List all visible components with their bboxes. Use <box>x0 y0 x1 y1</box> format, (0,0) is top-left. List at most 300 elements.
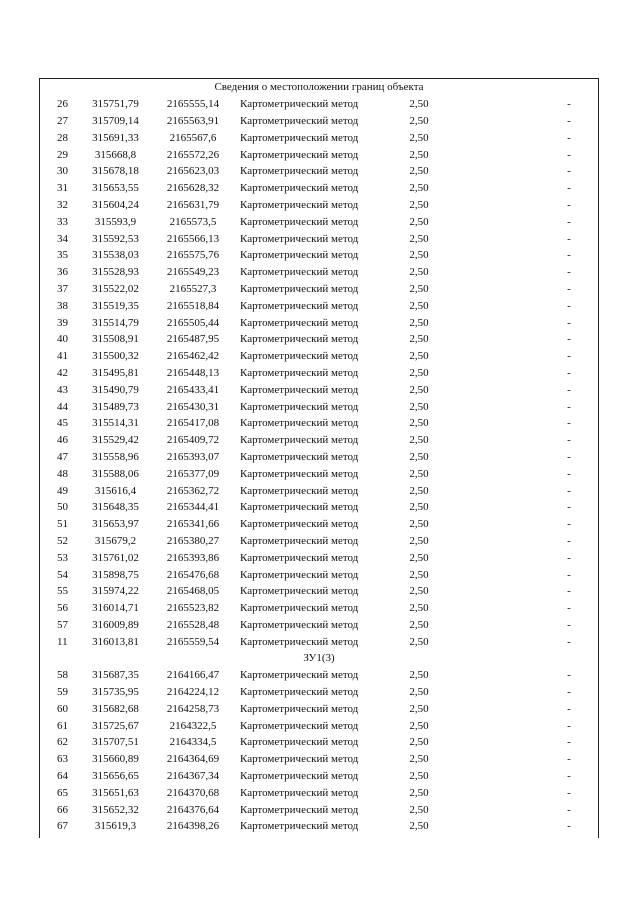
table-row <box>39 566 599 583</box>
coord-x-cell: 315648,35 <box>92 501 139 514</box>
description-cell: - <box>567 518 571 531</box>
table-row <box>39 516 599 533</box>
method-cell: Картометрический метод <box>240 753 359 766</box>
coord-y-cell: 2165563,91 <box>166 114 220 127</box>
precision-cell: 2,50 <box>409 803 429 816</box>
description-cell: - <box>567 400 571 413</box>
description-cell: - <box>567 450 571 463</box>
point-number-cell: 62 <box>57 736 68 749</box>
coord-y-cell: 2165555,14 <box>166 98 220 111</box>
coord-x-cell: 315660,89 <box>92 753 139 766</box>
table-row <box>39 113 599 130</box>
coord-x-cell: 315761,02 <box>92 551 139 564</box>
precision-cell: 2,50 <box>409 400 429 413</box>
coord-y-cell: 2165559,54 <box>166 635 220 648</box>
description-cell: - <box>567 551 571 564</box>
coord-x-cell: 315678,18 <box>92 165 139 178</box>
precision-cell: 2,50 <box>409 434 429 447</box>
precision-cell: 2,50 <box>409 333 429 346</box>
point-number-cell: 45 <box>57 417 68 430</box>
method-cell: Картометрический метод <box>240 98 359 111</box>
table-row <box>39 432 599 449</box>
method-cell: Картометрический метод <box>240 568 359 581</box>
method-cell: Картометрический метод <box>240 131 359 144</box>
coord-y-cell: 2164370,68 <box>166 786 220 799</box>
method-cell: Картометрический метод <box>240 770 359 783</box>
point-number-cell: 34 <box>57 232 68 245</box>
point-number-cell: 59 <box>57 686 68 699</box>
table-row <box>39 163 599 180</box>
method-cell: Картометрический метод <box>240 400 359 413</box>
method-cell: Картометрический метод <box>240 215 359 228</box>
coord-y-cell: 2165628,32 <box>166 182 220 195</box>
method-cell: Картометрический метод <box>240 820 359 833</box>
coord-y-cell: 2165476,68 <box>166 568 220 581</box>
precision-cell: 2,50 <box>409 98 429 111</box>
table-row <box>39 230 599 247</box>
precision-cell: 2,50 <box>409 719 429 732</box>
table-row <box>39 365 599 382</box>
point-number-cell: 11 <box>57 635 68 648</box>
description-cell: - <box>567 719 571 732</box>
coord-y-cell: 2165527,3 <box>169 282 217 295</box>
precision-cell: 2,50 <box>409 618 429 631</box>
method-cell: Картометрический метод <box>240 282 359 295</box>
description-cell: - <box>567 417 571 430</box>
coord-y-cell: 2164376,64 <box>166 803 220 816</box>
coord-y-cell: 2164398,26 <box>166 820 220 833</box>
table-row <box>39 700 599 717</box>
point-number-cell: 32 <box>57 198 68 211</box>
table-row <box>39 398 599 415</box>
point-number-cell: 30 <box>57 165 68 178</box>
method-cell: Картометрический метод <box>240 518 359 531</box>
table-row <box>39 533 599 550</box>
precision-cell: 2,50 <box>409 635 429 648</box>
precision-cell: 2,50 <box>409 820 429 833</box>
method-cell: Картометрический метод <box>240 551 359 564</box>
description-cell: - <box>567 434 571 447</box>
method-cell: Картометрический метод <box>240 249 359 262</box>
point-number-cell: 61 <box>57 719 68 732</box>
coord-x-cell: 315522,02 <box>92 282 139 295</box>
table-row <box>39 734 599 751</box>
precision-cell: 2,50 <box>409 417 429 430</box>
description-cell: - <box>567 299 571 312</box>
point-number-cell: 48 <box>57 467 68 480</box>
coord-y-cell: 2165523,82 <box>166 602 220 615</box>
coord-y-cell: 2165417,08 <box>166 417 220 430</box>
description-cell: - <box>567 686 571 699</box>
coord-x-cell: 315592,53 <box>92 232 139 245</box>
description-cell: - <box>567 635 571 648</box>
coord-y-cell: 2165448,13 <box>166 366 220 379</box>
point-number-cell: 63 <box>57 753 68 766</box>
precision-cell: 2,50 <box>409 249 429 262</box>
coord-x-cell: 315653,55 <box>92 182 139 195</box>
table-row <box>39 381 599 398</box>
coord-x-cell: 315500,32 <box>92 350 139 363</box>
description-cell: - <box>567 148 571 161</box>
coord-x-cell: 315709,14 <box>92 114 139 127</box>
coord-y-cell: 2164166,47 <box>166 669 220 682</box>
coord-x-cell: 315528,93 <box>92 266 139 279</box>
coord-y-cell: 2165623,03 <box>166 165 220 178</box>
table-row <box>39 247 599 264</box>
coord-y-cell: 2165468,05 <box>166 585 220 598</box>
coord-y-cell: 2165380,27 <box>166 534 220 547</box>
description-cell: - <box>567 282 571 295</box>
point-number-cell: 41 <box>57 350 68 363</box>
precision-cell: 2,50 <box>409 215 429 228</box>
coord-y-cell: 2165549,23 <box>166 266 220 279</box>
table-row <box>39 768 599 785</box>
point-number-cell: 39 <box>57 316 68 329</box>
method-cell: Картометрический метод <box>240 467 359 480</box>
description-cell: - <box>567 585 571 598</box>
coord-y-cell: 2165572,26 <box>166 148 220 161</box>
description-cell: - <box>567 786 571 799</box>
coord-x-cell: 315652,32 <box>92 803 139 816</box>
precision-cell: 2,50 <box>409 148 429 161</box>
description-cell: - <box>567 215 571 228</box>
method-cell: Картометрический метод <box>240 534 359 547</box>
point-number-cell: 27 <box>57 114 68 127</box>
coord-x-cell: 315489,73 <box>92 400 139 413</box>
description-cell: - <box>567 232 571 245</box>
point-number-cell: 64 <box>57 770 68 783</box>
coord-x-cell: 316009,89 <box>92 618 139 631</box>
method-cell: Картометрический метод <box>240 383 359 396</box>
point-number-cell: 55 <box>57 585 68 598</box>
coord-x-cell: 315593,9 <box>94 215 137 228</box>
table-row <box>39 348 599 365</box>
coord-x-cell: 315679,2 <box>94 534 137 547</box>
point-number-cell: 42 <box>57 366 68 379</box>
description-cell: - <box>567 736 571 749</box>
table-row <box>39 818 599 835</box>
point-number-cell: 38 <box>57 299 68 312</box>
coord-y-cell: 2164367,34 <box>166 770 220 783</box>
coord-y-cell: 2164224,12 <box>166 686 220 699</box>
precision-cell: 2,50 <box>409 266 429 279</box>
method-cell: Картометрический метод <box>240 198 359 211</box>
coord-y-cell: 2165433,41 <box>166 383 220 396</box>
coord-y-cell: 2165567,6 <box>169 131 217 144</box>
precision-cell: 2,50 <box>409 114 429 127</box>
table-row <box>39 180 599 197</box>
precision-cell: 2,50 <box>409 131 429 144</box>
table-row <box>39 415 599 432</box>
method-cell: Картометрический метод <box>240 585 359 598</box>
precision-cell: 2,50 <box>409 568 429 581</box>
description-cell: - <box>567 534 571 547</box>
description-cell: - <box>567 366 571 379</box>
precision-cell: 2,50 <box>409 551 429 564</box>
coord-x-cell: 315687,35 <box>92 669 139 682</box>
point-number-cell: 26 <box>57 98 68 111</box>
table-header-title: Сведения о местоположении границ объекта <box>39 79 599 96</box>
precision-cell: 2,50 <box>409 770 429 783</box>
table-row <box>39 449 599 466</box>
method-cell: Картометрический метод <box>240 719 359 732</box>
description-cell: - <box>567 350 571 363</box>
coord-y-cell: 2165487,95 <box>166 333 220 346</box>
table-row <box>39 667 599 684</box>
coord-x-cell: 315558,96 <box>92 450 139 463</box>
coord-y-cell: 2165631,79 <box>166 198 220 211</box>
method-cell: Картометрический метод <box>240 702 359 715</box>
description-cell: - <box>567 182 571 195</box>
method-cell: Картометрический метод <box>240 333 359 346</box>
precision-cell: 2,50 <box>409 282 429 295</box>
table-row <box>39 331 599 348</box>
coord-y-cell: 2165518,84 <box>166 299 220 312</box>
point-number-cell: 31 <box>57 182 68 195</box>
precision-cell: 2,50 <box>409 299 429 312</box>
method-cell: Картометрический метод <box>240 350 359 363</box>
table-row <box>39 264 599 281</box>
coord-x-cell: 315974,22 <box>92 585 139 598</box>
description-cell: - <box>567 820 571 833</box>
precision-cell: 2,50 <box>409 753 429 766</box>
method-cell: Картометрический метод <box>240 299 359 312</box>
description-cell: - <box>567 165 571 178</box>
precision-cell: 2,50 <box>409 585 429 598</box>
coord-x-cell: 315495,81 <box>92 366 139 379</box>
description-cell: - <box>567 467 571 480</box>
precision-cell: 2,50 <box>409 198 429 211</box>
coord-x-cell: 315682,68 <box>92 702 139 715</box>
description-cell: - <box>567 568 571 581</box>
coord-y-cell: 2165573,5 <box>169 215 217 228</box>
method-cell: Картометрический метод <box>240 450 359 463</box>
point-number-cell: 60 <box>57 702 68 715</box>
table-row <box>39 314 599 331</box>
precision-cell: 2,50 <box>409 602 429 615</box>
point-number-cell: 58 <box>57 669 68 682</box>
point-number-cell: 28 <box>57 131 68 144</box>
description-cell: - <box>567 501 571 514</box>
precision-cell: 2,50 <box>409 786 429 799</box>
table-row <box>39 784 599 801</box>
point-number-cell: 46 <box>57 434 68 447</box>
precision-cell: 2,50 <box>409 366 429 379</box>
point-number-cell: 29 <box>57 148 68 161</box>
coord-x-cell: 315651,63 <box>92 786 139 799</box>
coord-y-cell: 2165393,07 <box>166 450 220 463</box>
coord-y-cell: 2165505,44 <box>166 316 220 329</box>
description-cell: - <box>567 98 571 111</box>
point-number-cell: 35 <box>57 249 68 262</box>
coord-x-cell: 315514,31 <box>92 417 139 430</box>
method-cell: Картометрический метод <box>240 266 359 279</box>
point-number-cell: 67 <box>57 820 68 833</box>
table-row <box>39 96 599 113</box>
boundary-coordinates-table <box>39 78 599 835</box>
coord-y-cell: 2164334,5 <box>169 736 217 749</box>
table-row <box>39 297 599 314</box>
section-title: ЗУ1(3) <box>303 652 335 665</box>
table-row <box>39 146 599 163</box>
coord-y-cell: 2165566,13 <box>166 232 220 245</box>
coord-y-cell: 2165362,72 <box>166 484 220 497</box>
description-cell: - <box>567 702 571 715</box>
precision-cell: 2,50 <box>409 232 429 245</box>
table-body <box>39 79 599 835</box>
coord-y-cell: 2165409,72 <box>166 434 220 447</box>
point-number-cell: 37 <box>57 282 68 295</box>
precision-cell: 2,50 <box>409 165 429 178</box>
table-row <box>39 549 599 566</box>
precision-cell: 2,50 <box>409 383 429 396</box>
coord-y-cell: 2165528,48 <box>166 618 220 631</box>
coord-x-cell: 315619,3 <box>94 820 137 833</box>
method-cell: Картометрический метод <box>240 669 359 682</box>
precision-cell: 2,50 <box>409 350 429 363</box>
coord-x-cell: 315735,95 <box>92 686 139 699</box>
point-number-cell: 44 <box>57 400 68 413</box>
precision-cell: 2,50 <box>409 669 429 682</box>
description-cell: - <box>567 383 571 396</box>
method-cell: Картометрический метод <box>240 686 359 699</box>
method-cell: Картометрический метод <box>240 114 359 127</box>
point-number-cell: 65 <box>57 786 68 799</box>
description-cell: - <box>567 753 571 766</box>
coord-y-cell: 2164258,73 <box>166 702 220 715</box>
point-number-cell: 66 <box>57 803 68 816</box>
coord-y-cell: 2164364,69 <box>166 753 220 766</box>
point-number-cell: 40 <box>57 333 68 346</box>
table-row <box>39 499 599 516</box>
table-row <box>39 600 599 617</box>
table-row <box>39 482 599 499</box>
table-row <box>39 633 599 650</box>
point-number-cell: 57 <box>57 618 68 631</box>
method-cell: Картометрический метод <box>240 182 359 195</box>
description-cell: - <box>567 114 571 127</box>
precision-cell: 2,50 <box>409 450 429 463</box>
coord-x-cell: 316013,81 <box>92 635 139 648</box>
method-cell: Картометрический метод <box>240 635 359 648</box>
point-number-cell: 33 <box>57 215 68 228</box>
precision-cell: 2,50 <box>409 467 429 480</box>
coord-y-cell: 2165377,09 <box>166 467 220 480</box>
precision-cell: 2,50 <box>409 484 429 497</box>
method-cell: Картометрический метод <box>240 786 359 799</box>
coord-y-cell: 2165344,41 <box>166 501 220 514</box>
point-number-cell: 50 <box>57 501 68 514</box>
description-cell: - <box>567 803 571 816</box>
precision-cell: 2,50 <box>409 736 429 749</box>
coord-x-cell: 315514,79 <box>92 316 139 329</box>
coord-y-cell: 2165393,86 <box>166 551 220 564</box>
precision-cell: 2,50 <box>409 518 429 531</box>
table-row <box>39 751 599 768</box>
coord-y-cell: 2165575,76 <box>166 249 220 262</box>
coord-x-cell: 315668,8 <box>94 148 137 161</box>
description-cell: - <box>567 249 571 262</box>
precision-cell: 2,50 <box>409 686 429 699</box>
method-cell: Картометрический метод <box>240 484 359 497</box>
point-number-cell: 53 <box>57 551 68 564</box>
table-row <box>39 583 599 600</box>
table-row <box>39 197 599 214</box>
coord-x-cell: 315656,65 <box>92 770 139 783</box>
coord-x-cell: 315604,24 <box>92 198 139 211</box>
coord-x-cell: 315490,79 <box>92 383 139 396</box>
description-cell: - <box>567 316 571 329</box>
coord-x-cell: 315898,75 <box>92 568 139 581</box>
point-number-cell: 56 <box>57 602 68 615</box>
method-cell: Картометрический метод <box>240 417 359 430</box>
method-cell: Картометрический метод <box>240 165 359 178</box>
table-row <box>39 213 599 230</box>
description-cell: - <box>567 484 571 497</box>
method-cell: Картометрический метод <box>240 803 359 816</box>
coord-x-cell: 315529,42 <box>92 434 139 447</box>
coord-x-cell: 315538,03 <box>92 249 139 262</box>
description-cell: - <box>567 618 571 631</box>
table-row <box>39 684 599 701</box>
method-cell: Картометрический метод <box>240 618 359 631</box>
coord-x-cell: 315508,91 <box>92 333 139 346</box>
method-cell: Картометрический метод <box>240 148 359 161</box>
table-row <box>39 801 599 818</box>
description-cell: - <box>567 266 571 279</box>
coord-y-cell: 2164322,5 <box>169 719 217 732</box>
method-cell: Картометрический метод <box>240 434 359 447</box>
table-row <box>39 129 599 146</box>
coord-x-cell: 315653,97 <box>92 518 139 531</box>
description-cell: - <box>567 333 571 346</box>
coord-x-cell: 315707,51 <box>92 736 139 749</box>
precision-cell: 2,50 <box>409 316 429 329</box>
table-header-row <box>39 79 599 96</box>
coord-x-cell: 315751,79 <box>92 98 139 111</box>
coord-y-cell: 2165462,42 <box>166 350 220 363</box>
table-row <box>39 281 599 298</box>
description-cell: - <box>567 131 571 144</box>
coord-x-cell: 315725,67 <box>92 719 139 732</box>
point-number-cell: 54 <box>57 568 68 581</box>
precision-cell: 2,50 <box>409 182 429 195</box>
method-cell: Картометрический метод <box>240 736 359 749</box>
method-cell: Картометрический метод <box>240 316 359 329</box>
table-row <box>39 617 599 634</box>
point-number-cell: 36 <box>57 266 68 279</box>
point-number-cell: 49 <box>57 484 68 497</box>
point-number-cell: 52 <box>57 534 68 547</box>
precision-cell: 2,50 <box>409 702 429 715</box>
coord-y-cell: 2165341,66 <box>166 518 220 531</box>
point-number-cell: 51 <box>57 518 68 531</box>
section-title-row <box>39 650 599 667</box>
coord-x-cell: 315519,35 <box>92 299 139 312</box>
point-number-cell: 47 <box>57 450 68 463</box>
precision-cell: 2,50 <box>409 534 429 547</box>
coord-x-cell: 315588,06 <box>92 467 139 480</box>
coord-x-cell: 316014,71 <box>92 602 139 615</box>
description-cell: - <box>567 602 571 615</box>
precision-cell: 2,50 <box>409 501 429 514</box>
method-cell: Картометрический метод <box>240 501 359 514</box>
description-cell: - <box>567 669 571 682</box>
table-row <box>39 465 599 482</box>
table-row <box>39 717 599 734</box>
coord-x-cell: 315616,4 <box>94 484 137 497</box>
method-cell: Картометрический метод <box>240 366 359 379</box>
